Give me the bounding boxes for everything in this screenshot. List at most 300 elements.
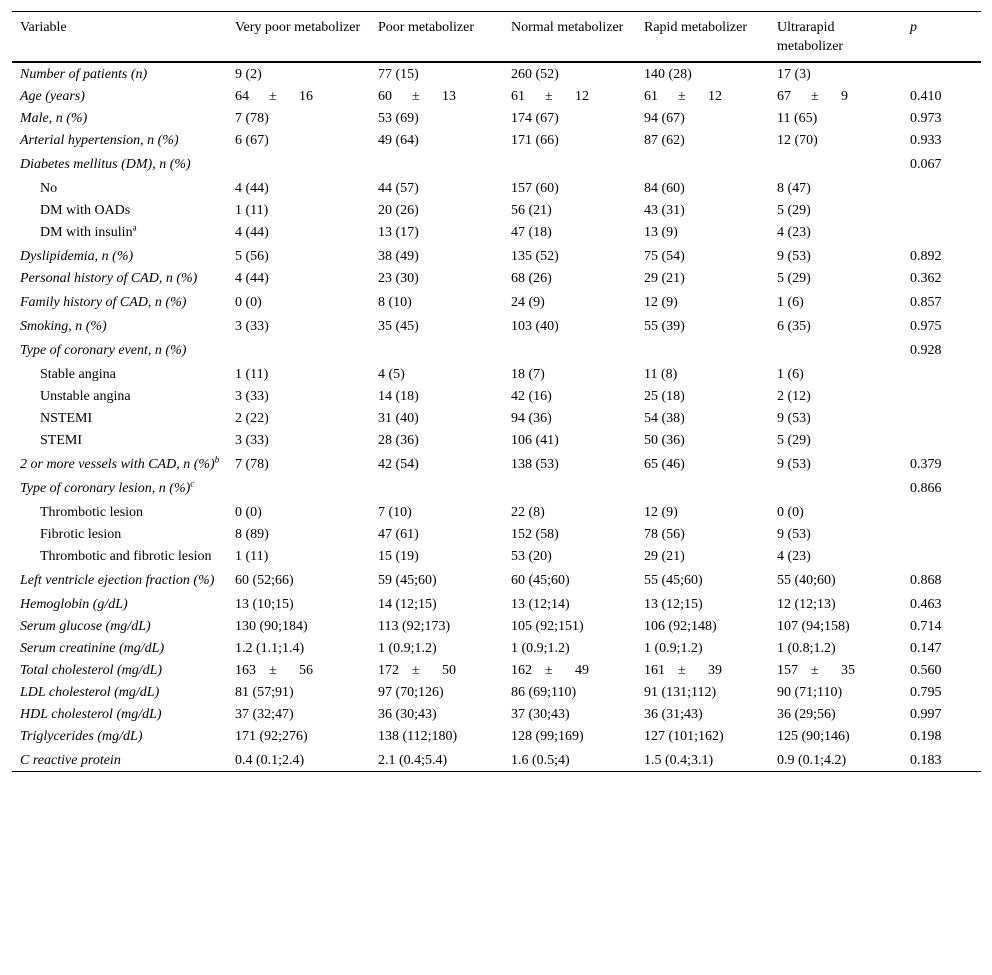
value-cell: 56 (21) [511, 202, 552, 218]
p-value-cell [902, 545, 981, 569]
value-cell: 94 (67) [644, 110, 685, 126]
patient-characteristics-table [12, 11, 981, 772]
p-value-cell: 0.410 [910, 88, 942, 104]
value-cell: 8 (89) [235, 526, 269, 542]
row-label-text: Age (years) [20, 88, 85, 104]
p-value-cell: 0.463 [910, 596, 942, 612]
value-cell [503, 477, 636, 501]
value-cell: 29 (21) [644, 548, 685, 564]
footnote-marker: a [132, 221, 137, 232]
value-cell: 1 (11) [235, 548, 269, 564]
table-header-row [12, 12, 981, 63]
footnote-marker: b [214, 453, 220, 464]
row-label-text: Total cholesterol (mg/dL) [20, 662, 163, 678]
p-value-cell: 0.973 [910, 110, 942, 126]
value-cell: 106 (41) [511, 432, 559, 448]
value-cell: 13 (17) [378, 224, 419, 240]
sd-value: 56 [299, 662, 313, 678]
mean-value: 64 [235, 88, 249, 104]
table-row [12, 129, 981, 153]
row-label-text: Thrombotic and fibrotic lesion [40, 548, 212, 564]
value-cell: 55 (39) [644, 318, 685, 334]
table-row [12, 615, 981, 637]
value-cell: 15 (19) [378, 548, 419, 564]
p-value-cell: 0.975 [910, 318, 942, 334]
value-cell: 125 (90;146) [777, 728, 850, 744]
value-cell: 0.4 (0.1;2.4) [235, 752, 305, 768]
value-cell: 9 (53) [777, 248, 811, 264]
value-cell: 13 (12;14) [511, 596, 570, 612]
value-cell: 17 (3) [777, 66, 811, 82]
row-label [12, 221, 227, 245]
value-cell: 24 (9) [511, 294, 545, 310]
table-row [12, 385, 981, 407]
row-label-text: 2 or more vessels with CAD, n (%) [20, 456, 215, 472]
value-cell: 29 (21) [644, 270, 685, 286]
sd-value: 50 [442, 662, 456, 678]
mean-value: 172 [378, 662, 399, 678]
value-cell [769, 85, 902, 107]
header-metabolizer-group: Very poor metabolizer [235, 20, 361, 35]
mean-value: 163 [235, 662, 256, 678]
row-label-text: C reactive protein [20, 752, 121, 768]
mean-value: 67 [777, 88, 791, 104]
p-value-cell: 0.147 [910, 640, 942, 656]
value-cell: 0 (0) [777, 504, 804, 520]
value-cell: 7 (78) [235, 456, 269, 472]
mean-value: 61 [644, 88, 658, 104]
value-cell: 2 (22) [235, 410, 269, 426]
table-row [12, 477, 981, 501]
row-label-text: Number of patients (n) [20, 66, 148, 82]
row-label-text: STEMI [40, 432, 82, 448]
table-row [12, 62, 981, 85]
p-value-cell: 0.795 [910, 684, 942, 700]
value-cell: 23 (30) [378, 270, 419, 286]
value-cell: 36 (30;43) [378, 706, 437, 722]
value-cell: 13 (9) [644, 224, 678, 240]
sd-value: 39 [708, 662, 722, 678]
table-row [12, 267, 981, 291]
row-label-text: Hemoglobin (g/dL) [20, 596, 128, 612]
row-label [12, 703, 227, 725]
value-cell: 4 (44) [235, 180, 269, 196]
table-row [12, 85, 981, 107]
value-cell: 1.6 (0.5;4) [511, 752, 570, 768]
value-cell: 12 (12;13) [777, 596, 836, 612]
row-label-text: Male, n (%) [20, 110, 88, 126]
value-cell: 49 (64) [378, 132, 419, 148]
value-cell: 8 (10) [378, 294, 412, 310]
value-cell: 4 (44) [235, 224, 269, 240]
value-cell: 0.9 (0.1;4.2) [777, 752, 847, 768]
value-cell: 36 (29;56) [777, 706, 836, 722]
value-cell: 68 (26) [511, 270, 552, 286]
value-cell [227, 339, 370, 363]
value-cell: 28 (36) [378, 432, 419, 448]
table-row [12, 453, 981, 477]
plus-minus-symbol: ± [545, 662, 553, 678]
table-row [12, 569, 981, 593]
value-cell: 8 (47) [777, 180, 811, 196]
value-cell: 171 (92;276) [235, 728, 308, 744]
mean-value: 157 [777, 662, 798, 678]
value-cell: 1 (0.8;1.2) [777, 640, 836, 656]
table-row [12, 199, 981, 221]
value-cell: 12 (9) [644, 504, 678, 520]
plus-minus-symbol: ± [678, 88, 686, 104]
row-label [12, 593, 227, 615]
row-label [12, 407, 227, 429]
value-cell: 135 (52) [511, 248, 559, 264]
header-p-value: p [910, 20, 917, 35]
row-label [12, 429, 227, 453]
value-cell [370, 477, 503, 501]
value-cell: 37 (30;43) [511, 706, 570, 722]
value-cell [503, 659, 636, 681]
row-label [12, 315, 227, 339]
value-cell [636, 659, 769, 681]
row-label [12, 291, 227, 315]
value-cell: 97 (70;126) [378, 684, 444, 700]
value-cell: 55 (45;60) [644, 572, 703, 588]
table-row [12, 703, 981, 725]
value-cell: 38 (49) [378, 248, 419, 264]
row-label-text: Arterial hypertension, n (%) [20, 132, 179, 148]
value-cell: 20 (26) [378, 202, 419, 218]
row-label [12, 385, 227, 407]
value-cell: 50 (36) [644, 432, 685, 448]
value-cell: 2.1 (0.4;5.4) [378, 752, 448, 768]
value-cell: 113 (92;173) [378, 618, 451, 634]
value-cell: 1 (0.9;1.2) [511, 640, 570, 656]
value-cell [769, 339, 902, 363]
plus-minus-symbol: ± [811, 88, 819, 104]
value-cell: 174 (67) [511, 110, 559, 126]
value-cell: 37 (32;47) [235, 706, 294, 722]
table-body [12, 62, 981, 772]
table-row [12, 291, 981, 315]
value-cell: 3 (33) [235, 432, 269, 448]
row-label-text: Type of coronary lesion, n (%) [20, 480, 191, 496]
value-cell: 9 (53) [777, 410, 811, 426]
value-cell: 1 (11) [235, 202, 269, 218]
row-label-text: Family history of CAD, n (%) [20, 294, 187, 310]
row-label-text: Dyslipidemia, n (%) [20, 248, 134, 264]
row-label [12, 545, 227, 569]
table-row [12, 245, 981, 267]
row-label-text: Stable angina [40, 366, 116, 382]
value-cell [227, 659, 370, 681]
p-value-cell: 0.892 [910, 248, 942, 264]
table-row [12, 177, 981, 199]
p-value-cell: 0.714 [910, 618, 942, 634]
row-label-text: DM with insulin [40, 224, 133, 240]
row-label [12, 85, 227, 107]
value-cell: 59 (45;60) [378, 572, 437, 588]
row-label [12, 615, 227, 637]
row-label-text: Serum glucose (mg/dL) [20, 618, 151, 634]
value-cell: 1.5 (0.4;3.1) [644, 752, 714, 768]
row-label [12, 339, 227, 363]
row-label-text: Diabetes mellitus (DM), n (%) [20, 156, 191, 172]
p-value-cell [902, 385, 981, 407]
table-row [12, 681, 981, 703]
value-cell [370, 153, 503, 177]
plus-minus-symbol: ± [811, 662, 819, 678]
value-cell: 157 (60) [511, 180, 559, 196]
p-value-cell: 0.183 [910, 752, 942, 768]
row-label-text: Left ventricle ejection fraction (%) [20, 572, 215, 588]
value-cell: 5 (56) [235, 248, 269, 264]
table-row [12, 407, 981, 429]
value-cell [227, 153, 370, 177]
p-value-cell [902, 523, 981, 545]
row-label [12, 569, 227, 593]
p-value-cell [902, 177, 981, 199]
table-row [12, 153, 981, 177]
plus-minus-symbol: ± [269, 662, 277, 678]
value-cell: 130 (90;184) [235, 618, 308, 634]
value-cell: 260 (52) [511, 66, 559, 82]
p-value-cell [902, 199, 981, 221]
value-cell: 6 (67) [235, 132, 269, 148]
value-cell: 78 (56) [644, 526, 685, 542]
plus-minus-symbol: ± [412, 88, 420, 104]
row-label-text: HDL cholesterol (mg/dL) [20, 706, 162, 722]
value-cell: 90 (71;110) [777, 684, 843, 700]
value-cell: 84 (60) [644, 180, 685, 196]
value-cell: 53 (20) [511, 548, 552, 564]
value-cell: 35 (45) [378, 318, 419, 334]
value-cell: 13 (12;15) [644, 596, 703, 612]
value-cell [636, 339, 769, 363]
value-cell: 9 (53) [777, 526, 811, 542]
value-cell: 128 (99;169) [511, 728, 584, 744]
value-cell: 4 (23) [777, 224, 811, 240]
row-label [12, 523, 227, 545]
footnote-marker: c [190, 477, 195, 488]
value-cell: 3 (33) [235, 388, 269, 404]
p-value-cell: 0.933 [910, 132, 942, 148]
row-label [12, 749, 227, 772]
value-cell [769, 153, 902, 177]
value-cell [636, 85, 769, 107]
row-label-text: Unstable angina [40, 388, 131, 404]
row-label-text: DM with OADs [40, 202, 131, 218]
value-cell: 43 (31) [644, 202, 685, 218]
row-label [12, 199, 227, 221]
plus-minus-symbol: ± [545, 88, 553, 104]
value-cell [370, 659, 503, 681]
p-value-cell [902, 221, 981, 245]
plus-minus-symbol: ± [678, 662, 686, 678]
value-cell: 44 (57) [378, 180, 419, 196]
value-cell: 5 (29) [777, 202, 811, 218]
p-value-cell: 0.379 [910, 456, 942, 472]
row-label [12, 245, 227, 267]
value-cell: 1 (6) [777, 366, 804, 382]
value-cell: 107 (94;158) [777, 618, 850, 634]
value-cell [370, 85, 503, 107]
value-cell: 9 (2) [235, 66, 262, 82]
value-cell: 14 (18) [378, 388, 419, 404]
value-cell: 0 (0) [235, 504, 262, 520]
p-value-cell [902, 62, 981, 85]
header-variable: Variable [20, 20, 67, 35]
value-cell: 0 (0) [235, 294, 262, 310]
value-cell: 36 (31;43) [644, 706, 703, 722]
sd-value: 49 [575, 662, 589, 678]
value-cell: 25 (18) [644, 388, 685, 404]
p-value-cell [902, 363, 981, 385]
header-metabolizer-group: Ultrarapid metabolizer [777, 20, 844, 54]
plus-minus-symbol: ± [412, 662, 420, 678]
value-cell: 13 (10;15) [235, 596, 294, 612]
value-cell [370, 339, 503, 363]
value-cell: 18 (7) [511, 366, 545, 382]
mean-value: 60 [378, 88, 392, 104]
p-value-cell [902, 501, 981, 523]
value-cell: 60 (52;66) [235, 572, 294, 588]
table-row [12, 593, 981, 615]
mean-value: 162 [511, 662, 532, 678]
row-label [12, 129, 227, 153]
value-cell: 3 (33) [235, 318, 269, 334]
value-cell: 5 (29) [777, 432, 811, 448]
row-label [12, 659, 227, 681]
row-label [12, 637, 227, 659]
value-cell: 106 (92;148) [644, 618, 717, 634]
value-cell: 94 (36) [511, 410, 552, 426]
value-cell: 14 (12;15) [378, 596, 437, 612]
p-value-cell: 0.928 [910, 342, 942, 358]
table-row [12, 429, 981, 453]
row-label [12, 153, 227, 177]
row-label [12, 725, 227, 749]
row-label-text: Triglycerides (mg/dL) [20, 728, 143, 744]
value-cell: 65 (46) [644, 456, 685, 472]
plus-minus-symbol: ± [269, 88, 277, 104]
header-metabolizer-group: Poor metabolizer [378, 20, 475, 35]
row-label [12, 681, 227, 703]
row-label [12, 177, 227, 199]
row-label-text: NSTEMI [40, 410, 93, 426]
p-value-cell: 0.198 [910, 728, 942, 744]
value-cell: 47 (61) [378, 526, 419, 542]
value-cell [227, 85, 370, 107]
row-label-text: Smoking, n (%) [20, 318, 107, 334]
sd-value: 13 [442, 88, 456, 104]
table-row [12, 545, 981, 569]
value-cell: 105 (92;151) [511, 618, 584, 634]
value-cell: 2 (12) [777, 388, 811, 404]
p-value-cell: 0.067 [910, 156, 942, 172]
value-cell [769, 477, 902, 501]
value-cell: 1 (6) [777, 294, 804, 310]
sd-value: 12 [575, 88, 589, 104]
sd-value: 35 [841, 662, 855, 678]
p-value-cell [902, 407, 981, 429]
value-cell: 86 (69;110) [511, 684, 577, 700]
row-label-text: Fibrotic lesion [40, 526, 122, 542]
table-row [12, 315, 981, 339]
value-cell: 5 (29) [777, 270, 811, 286]
value-cell: 1 (0.9;1.2) [644, 640, 703, 656]
value-cell: 1.2 (1.1;1.4) [235, 640, 305, 656]
value-cell [503, 85, 636, 107]
value-cell: 7 (10) [378, 504, 412, 520]
value-cell: 138 (112;180) [378, 728, 458, 744]
value-cell [769, 659, 902, 681]
value-cell [503, 153, 636, 177]
p-value-cell: 0.997 [910, 706, 942, 722]
value-cell: 53 (69) [378, 110, 419, 126]
value-cell: 4 (5) [378, 366, 405, 382]
value-cell: 22 (8) [511, 504, 545, 520]
mean-value: 61 [511, 88, 525, 104]
value-cell: 42 (54) [378, 456, 419, 472]
table-row [12, 637, 981, 659]
row-label [12, 267, 227, 291]
value-cell: 103 (40) [511, 318, 559, 334]
value-cell: 7 (78) [235, 110, 269, 126]
value-cell: 138 (53) [511, 456, 559, 472]
table-row [12, 501, 981, 523]
table-row [12, 725, 981, 749]
value-cell: 91 (131;112) [644, 684, 717, 700]
p-value-cell: 0.362 [910, 270, 942, 286]
row-label [12, 501, 227, 523]
table-row [12, 107, 981, 129]
sd-value: 16 [299, 88, 313, 104]
value-cell: 1 (11) [235, 366, 269, 382]
value-cell [227, 477, 370, 501]
value-cell: 171 (66) [511, 132, 559, 148]
value-cell: 77 (15) [378, 66, 419, 82]
row-label [12, 107, 227, 129]
table-row [12, 363, 981, 385]
row-label [12, 477, 227, 501]
value-cell [503, 339, 636, 363]
table-row [12, 523, 981, 545]
value-cell: 47 (18) [511, 224, 552, 240]
value-cell: 11 (65) [777, 110, 818, 126]
value-cell: 9 (53) [777, 456, 811, 472]
header-metabolizer-group: Normal metabolizer [511, 20, 624, 35]
row-label-text: Serum creatinine (mg/dL) [20, 640, 165, 656]
p-value-cell: 0.857 [910, 294, 942, 310]
sd-value: 12 [708, 88, 722, 104]
value-cell: 11 (8) [644, 366, 678, 382]
value-cell: 4 (44) [235, 270, 269, 286]
mean-value: 161 [644, 662, 665, 678]
value-cell: 55 (40;60) [777, 572, 836, 588]
value-cell: 6 (35) [777, 318, 811, 334]
value-cell: 81 (57;91) [235, 684, 294, 700]
value-cell: 127 (101;162) [644, 728, 724, 744]
p-value-cell: 0.866 [910, 480, 942, 496]
value-cell: 140 (28) [644, 66, 692, 82]
value-cell: 4 (23) [777, 548, 811, 564]
header-metabolizer-group: Rapid metabolizer [644, 20, 748, 35]
value-cell: 42 (16) [511, 388, 552, 404]
row-label [12, 453, 227, 477]
value-cell: 1 (0.9;1.2) [378, 640, 437, 656]
sd-value: 9 [841, 88, 848, 104]
row-label [12, 62, 227, 85]
row-label-text: LDL cholesterol (mg/dL) [20, 684, 160, 700]
